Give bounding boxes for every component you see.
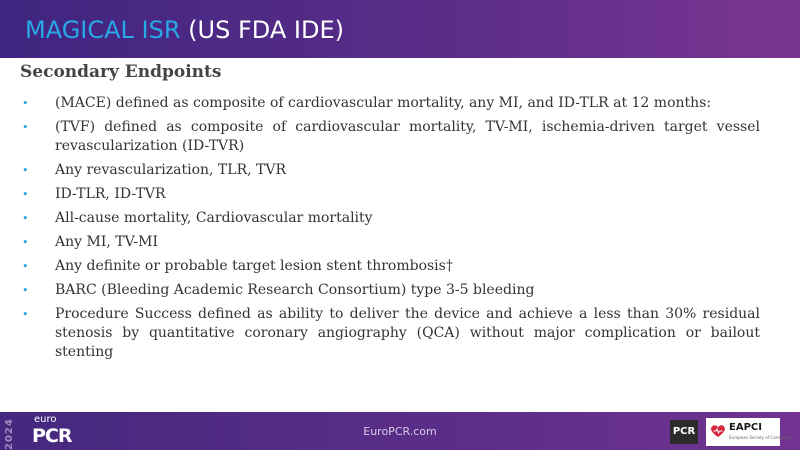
list-item [22,281,760,300]
list-item [22,94,760,113]
eapci-logo [706,418,792,446]
list-item [22,233,760,252]
list-item [22,257,760,276]
list-item-text: Any definite or probable target lesion stent thrombosis† [55,258,453,274]
eapci-label: EAPCI [729,422,762,433]
section-title: Secondary Endpoints [20,62,222,82]
list-item [22,161,760,180]
list-item-text: ID-TLR, ID-TVR [55,186,166,202]
bullet-icon: • [22,188,29,201]
list-item-text: (TVF) defined as composite of cardiovascular mortality, TV-MI, ischemia-driven target vessel revascularization (ID-TVR) [55,119,760,154]
heart-icon [710,423,726,439]
footer-bar [0,412,800,450]
bullet-icon: • [22,236,29,249]
list-item [22,305,760,362]
list-item-text: (MACE) defined as composite of cardiovascular mortality, any MI, and ID-TLR at 12 months: [55,95,712,111]
list-item-text: All-cause mortality, Cardiovascular mortality [55,210,373,226]
eapci-subtitle: European Society of Cardiology [729,435,792,440]
endpoint-list [22,94,760,367]
list-item-text: Any MI, TV-MI [55,234,159,250]
title-rest: (US FDA IDE) [180,16,344,44]
title-accent: MAGICAL ISR [25,16,181,44]
header-bar [0,0,800,58]
bullet-icon: • [22,212,29,225]
list-item-text: Any revascularization, TLR, TVR [55,162,286,178]
bullet-icon: • [22,260,29,273]
bullet-icon: • [22,97,29,110]
list-item-text: Procedure Success defined as ability to deliver the device and achieve a less than 30% residual stenosis by quantitative coronary angiography (QCA) without major complication or bailout stenting [55,306,760,360]
list-item [22,185,760,204]
bullet-icon: • [22,284,29,297]
bullet-icon: • [22,308,29,321]
year-label: 2024 [4,418,15,450]
list-item [22,118,760,156]
bullet-icon: • [22,164,29,177]
slide-title [25,14,344,46]
europcr-logo-euro: euro [34,414,57,425]
bullet-icon: • [22,121,29,134]
list-item [22,209,760,228]
europcr-logo-pcr: PCR [32,425,72,447]
website-link[interactable]: EuroPCR.com [363,425,437,438]
list-item-text: BARC (Bleeding Academic Research Consortium) type 3-5 bleeding [55,282,535,298]
pcr-badge-logo: PCR [670,420,698,444]
